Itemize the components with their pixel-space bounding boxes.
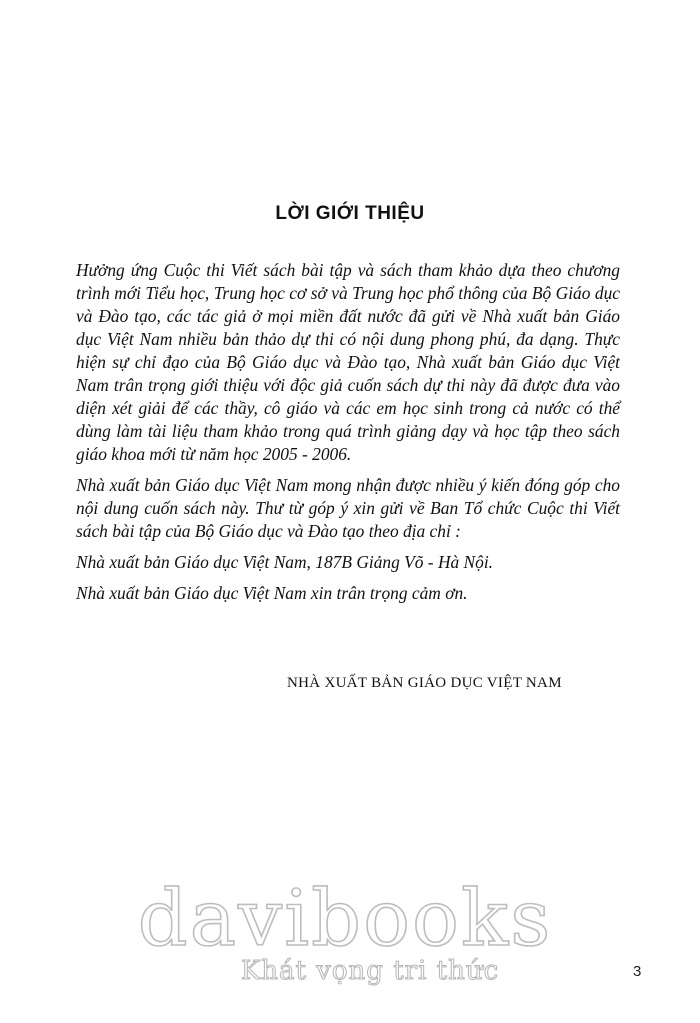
watermark — [0, 874, 700, 986]
paragraph-thanks: Nhà xuất bản Giáo dục Việt Nam xin trân trọng cảm ơn. — [76, 583, 468, 603]
paragraph-intro: Hưởng ứng Cuộc thi Viết sách bài tập và sách tham khảo dựa theo chương trình mới Tiểu học, Trung học cơ sở và Trung học phổ thông của Bộ Giáo dục và Đào tạo, các tác giả ở mọi miền đất nước đã gửi về Nhà xuất bản Giáo dục Việt Nam nhiều bản thảo dự thi có nội dung phong phú, đa dạng. Thực hiện sự chỉ đạo của Bộ Giáo dục và Đào tạo, Nhà xuất bản Giáo dục Việt Nam trân trọng giới thiệu với độc giả cuốn sách dự thi này đã được đưa vào diện xét giải để các thầy, cô giáo và các em học sinh trong cả nước có thể dùng làm tài liệu tham khảo trong quá trình giảng dạy và học tập theo sách giáo khoa mới từ năm học 2005 - 2006. — [76, 260, 620, 464]
page-number: 3 — [633, 963, 642, 980]
paragraph-feedback: Nhà xuất bản Giáo dục Việt Nam mong nhận được nhiều ý kiến đóng góp cho nội dung cuốn sách này. Thư từ góp ý xin gửi về Ban Tổ chức Cuộc thi Viết sách bài tập của Bộ Giáo dục và Đào tạo theo địa chỉ : — [76, 475, 620, 541]
watermark-tagline: Khát vọng tri thức — [240, 956, 500, 986]
watermark-brand: davibooks — [137, 874, 553, 964]
publisher-signature: NHÀ XUẤT BẢN GIÁO DỤC VIỆT NAM — [287, 675, 562, 691]
paragraph-address: Nhà xuất bản Giáo dục Việt Nam, 187B Giảng Võ - Hà Nội. — [76, 552, 494, 572]
body-text — [76, 259, 620, 613]
page-title: LỜI GIỚI THIỆU — [275, 203, 425, 224]
